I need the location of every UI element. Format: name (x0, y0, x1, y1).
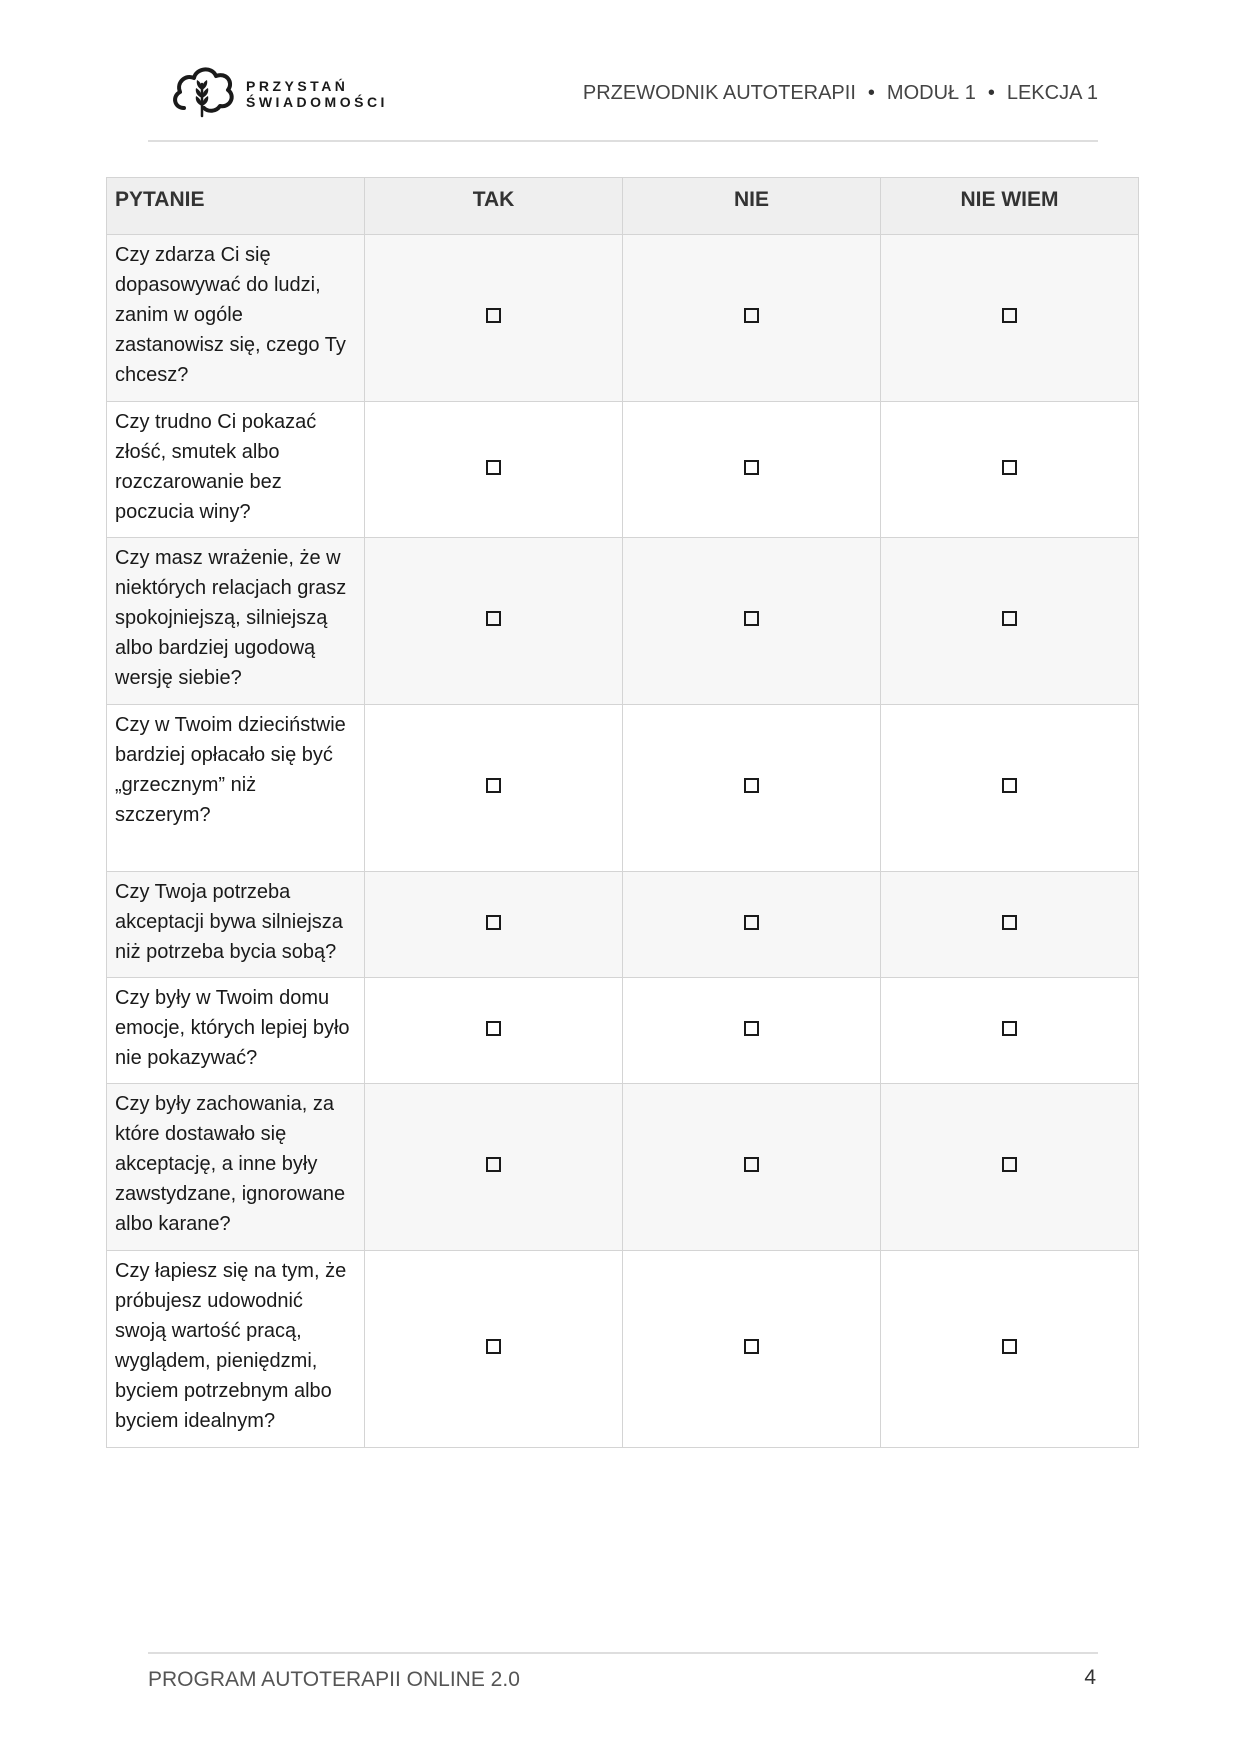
question-text: Czy były zachowania, za które dostawało się akceptację, a inne były zawstydzane, ignorowane albo karane? (107, 1084, 365, 1251)
table-row (107, 872, 1139, 978)
breadcrumb-separator: • (867, 82, 875, 104)
answer-cell-yes (365, 872, 623, 978)
answer-cell-no (623, 872, 881, 978)
column-header-question: PYTANIE (107, 178, 365, 235)
checkbox-no-icon[interactable] (744, 1339, 759, 1354)
answer-cell-yes (365, 978, 623, 1084)
checkbox-dont-know-icon[interactable] (1002, 460, 1017, 475)
answer-cell-dont-know (881, 235, 1139, 402)
checkbox-yes-icon[interactable] (486, 1021, 501, 1036)
answer-cell-yes (365, 1084, 623, 1251)
answer-cell-no (623, 538, 881, 705)
answer-cell-no (623, 1084, 881, 1251)
question-text: Czy w Twoim dzieciństwie bardziej opłacało się być „grzecznym” niż szczerym? (107, 705, 365, 872)
checkbox-dont-know-icon[interactable] (1002, 915, 1017, 930)
checkbox-dont-know-icon[interactable] (1002, 308, 1017, 323)
checkbox-no-icon[interactable] (744, 1021, 759, 1036)
cloud-wheat-logo-icon (170, 62, 236, 122)
question-text: Czy zdarza Ci się dopasowywać do ludzi, zanim w ogóle zastanowisz się, czego Ty chcesz? (107, 235, 365, 402)
checkbox-yes-icon[interactable] (486, 1339, 501, 1354)
checkbox-no-icon[interactable] (744, 778, 759, 793)
answer-cell-dont-know (881, 978, 1139, 1084)
answer-cell-yes (365, 402, 623, 538)
checkbox-yes-icon[interactable] (486, 915, 501, 930)
checkbox-dont-know-icon[interactable] (1002, 778, 1017, 793)
answer-cell-no (623, 705, 881, 872)
logo-line-1: PRZYSTAŃ (246, 78, 349, 94)
page-header (148, 60, 1098, 142)
table-row (107, 402, 1139, 538)
answer-cell-dont-know (881, 538, 1139, 705)
checkbox-yes-icon[interactable] (486, 460, 501, 475)
checkbox-dont-know-icon[interactable] (1002, 611, 1017, 626)
table-row (107, 978, 1139, 1084)
table-row (107, 235, 1139, 402)
answer-cell-yes (365, 1251, 623, 1448)
table-row (107, 1251, 1139, 1448)
checkbox-no-icon[interactable] (744, 308, 759, 323)
answer-cell-dont-know (881, 872, 1139, 978)
column-header-yes: TAK (365, 178, 623, 235)
logo-line-2: ŚWIADOMOŚCI (246, 94, 388, 110)
logo-text (246, 78, 388, 110)
column-header-dont-know: NIE WIEM (881, 178, 1139, 235)
breadcrumb-guide: PRZEWODNIK AUTOTERAPII (582, 82, 856, 104)
breadcrumb-separator: • (987, 82, 995, 104)
question-text: Czy trudno Ci pokazać złość, smutek albo rozczarowanie bez poczucia winy? (107, 402, 365, 538)
question-text: Czy łapiesz się na tym, że próbujesz udowodnić swoją wartość pracą, wyglądem, pieniędzmi, byciem potrzebnym albo byciem idealnym? (107, 1251, 365, 1448)
table-row (107, 538, 1139, 705)
answer-cell-yes (365, 235, 623, 402)
checkbox-yes-icon[interactable] (486, 778, 501, 793)
table-row (107, 705, 1139, 872)
table-header-row (107, 178, 1139, 235)
page-footer (148, 1652, 1098, 1691)
answer-cell-dont-know (881, 402, 1139, 538)
checkbox-no-icon[interactable] (744, 460, 759, 475)
answer-cell-dont-know (881, 705, 1139, 872)
questionnaire-table (106, 177, 1139, 1448)
logo (170, 62, 388, 128)
program-name: PROGRAM AUTOTERAPII ONLINE 2.0 (148, 1668, 520, 1691)
answer-cell-no (623, 978, 881, 1084)
page-number: 4 (1084, 1666, 1096, 1689)
answer-cell-dont-know (881, 1251, 1139, 1448)
checkbox-no-icon[interactable] (744, 1157, 759, 1172)
checkbox-yes-icon[interactable] (486, 611, 501, 626)
breadcrumb (583, 82, 1098, 105)
table-row (107, 1084, 1139, 1251)
checkbox-yes-icon[interactable] (486, 308, 501, 323)
checkbox-dont-know-icon[interactable] (1002, 1021, 1017, 1036)
answer-cell-no (623, 402, 881, 538)
answer-cell-yes (365, 705, 623, 872)
answer-cell-no (623, 1251, 881, 1448)
column-header-no: NIE (623, 178, 881, 235)
question-text: Czy masz wrażenie, że w niektórych relacjach grasz spokojniejszą, silniejszą albo bardziej ugodową wersję siebie? (107, 538, 365, 705)
checkbox-dont-know-icon[interactable] (1002, 1157, 1017, 1172)
question-text: Czy Twoja potrzeba akceptacji bywa silniejsza niż potrzeba bycia sobą? (107, 872, 365, 978)
question-text: Czy były w Twoim domu emocje, których lepiej było nie pokazywać? (107, 978, 365, 1084)
checkbox-no-icon[interactable] (744, 915, 759, 930)
checkbox-dont-know-icon[interactable] (1002, 1339, 1017, 1354)
answer-cell-yes (365, 538, 623, 705)
answer-cell-no (623, 235, 881, 402)
answer-cell-dont-know (881, 1084, 1139, 1251)
breadcrumb-module: MODUŁ 1 (886, 82, 976, 104)
breadcrumb-lesson: LEKCJA 1 (1006, 82, 1098, 104)
checkbox-no-icon[interactable] (744, 611, 759, 626)
checkbox-yes-icon[interactable] (486, 1157, 501, 1172)
